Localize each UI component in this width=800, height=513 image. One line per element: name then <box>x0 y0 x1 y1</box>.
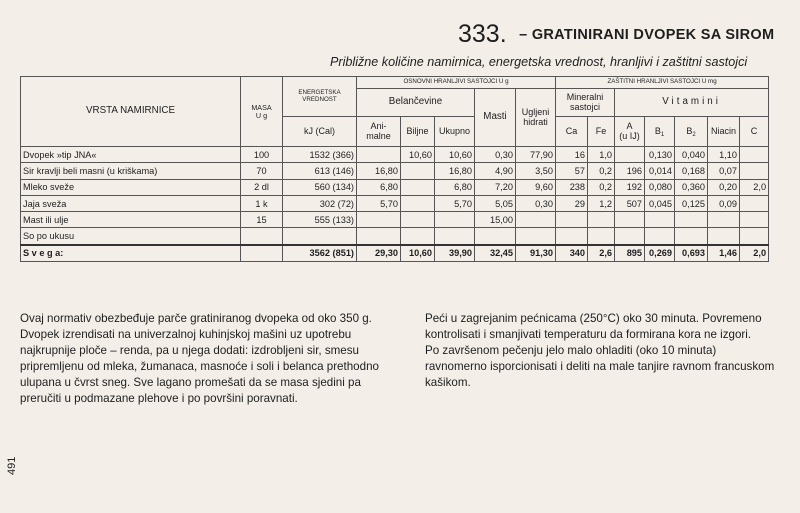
cell-ukupno: 5,70 <box>435 195 475 211</box>
cell-masa: 15 <box>241 212 283 228</box>
header-osnovni: OSNOVNI HRANLJIVI SASTOJCI U g <box>357 77 556 89</box>
header-animalne: Ani- malne <box>357 117 401 147</box>
cell-masa: 1 k <box>241 195 283 211</box>
cell-b2: 0,360 <box>675 179 708 195</box>
cell-b2: 0,693 <box>675 245 708 262</box>
cell-name: Sir kravlji beli masni (u kriškama) <box>21 163 241 179</box>
cell-masa <box>241 245 283 262</box>
recipe-number: 333. <box>458 20 507 48</box>
cell-energy: 555 (133) <box>283 212 357 228</box>
header-ukupno: Ukupno <box>435 117 475 147</box>
cell-fe: 2,6 <box>588 245 615 262</box>
cell-masti: 7,20 <box>475 179 516 195</box>
cell-masti: 15,00 <box>475 212 516 228</box>
cell-biljne <box>401 212 435 228</box>
cell-biljne: 10,60 <box>401 147 435 163</box>
header-ca: Ca <box>556 117 588 147</box>
cell-niacin: 0,09 <box>708 195 740 211</box>
cell-ca: 340 <box>556 245 588 262</box>
cell-name: S v e g a: <box>21 245 241 262</box>
cell-biljne <box>401 163 435 179</box>
cell-b2: 0,168 <box>675 163 708 179</box>
cell-ugljeni: 0,30 <box>516 195 556 211</box>
cell-ugljeni: 9,60 <box>516 179 556 195</box>
cell-ca: 57 <box>556 163 588 179</box>
cell-masti <box>475 228 516 245</box>
header-masa: MASA U g <box>241 77 283 147</box>
cell-name: Mleko sveže <box>21 179 241 195</box>
cell-ca: 238 <box>556 179 588 195</box>
cell-name: Jaja sveža <box>21 195 241 211</box>
header-vitamin-a: A (u IJ) <box>615 117 645 147</box>
cell-ani <box>357 228 401 245</box>
cell-c <box>740 163 769 179</box>
cell-niacin: 0,07 <box>708 163 740 179</box>
cell-b1: 0,014 <box>645 163 675 179</box>
cell-name: So po ukusu <box>21 228 241 245</box>
cell-masa: 2 dl <box>241 179 283 195</box>
cell-b2: 0,040 <box>675 147 708 163</box>
cell-c <box>740 147 769 163</box>
cell-biljne <box>401 228 435 245</box>
cell-ani: 5,70 <box>357 195 401 211</box>
cell-b1: 0,080 <box>645 179 675 195</box>
table-row <box>21 212 769 228</box>
cell-niacin <box>708 212 740 228</box>
header-belancevine: Belančevine <box>357 89 475 117</box>
cell-ugljeni: 91,30 <box>516 245 556 262</box>
ingredient-rows <box>21 147 769 262</box>
cell-biljne: 10,60 <box>401 245 435 262</box>
instructions-left <box>20 311 398 407</box>
cell-a <box>615 228 645 245</box>
cell-ugljeni: 77,90 <box>516 147 556 163</box>
cell-niacin <box>708 228 740 245</box>
cell-niacin: 1,10 <box>708 147 740 163</box>
cell-a <box>615 212 645 228</box>
instruction-paragraph: Peći u zagrejanim pećnicama (250°C) oko 30 minuta. Povremeno kontrolisati i smanjivati temperaturu da formirana kora ne izgori. <box>425 312 762 341</box>
cell-energy: 3562 (851) <box>283 245 357 262</box>
header-vrsta: VRSTA NAMIRNICE <box>21 77 241 147</box>
table-row <box>21 195 769 211</box>
cell-fe: 0,2 <box>588 179 615 195</box>
cell-a: 895 <box>615 245 645 262</box>
cell-energy: 560 (134) <box>283 179 357 195</box>
cell-ca: 29 <box>556 195 588 211</box>
cell-c: 2,0 <box>740 179 769 195</box>
cell-c: 2,0 <box>740 245 769 262</box>
cell-fe <box>588 212 615 228</box>
cell-b1: 0,269 <box>645 245 675 262</box>
cell-ukupno: 39,90 <box>435 245 475 262</box>
cell-ukupno <box>435 212 475 228</box>
page-number: 491 <box>6 456 18 475</box>
cell-ugljeni <box>516 212 556 228</box>
table-row <box>21 179 769 195</box>
instruction-paragraph: Dvopek izrendisati na univerzalnoj kuhinjskoj mašini uz upotrebu najkrupnije ploče – renda, pa u njega dodati: izdrobljeni sir, smesu pripremljenu od mleka, žumanaca, masnoće i soli i belanca prethodno ulupana u čvrst sneg. Sve lagano promešati da se masa sjedini pa preručiti u podmazane plehove i po površini poravnati. <box>20 328 379 405</box>
cell-c <box>740 228 769 245</box>
cell-b1 <box>645 228 675 245</box>
cell-masti: 5,05 <box>475 195 516 211</box>
cell-masti: 32,45 <box>475 245 516 262</box>
total-row <box>21 245 769 262</box>
instruction-paragraph: Po završenom pečenju jelo malo ohladiti (oko 10 minuta) ravnomerno isporcionisati i deliti na male tanjire ravnom francuskom kašikom. <box>425 344 775 389</box>
cell-c <box>740 195 769 211</box>
table-subtitle: Približne količine namirnica, energetska vrednost, hranljivi i zaštitni sastojci <box>330 55 748 69</box>
cell-energy: 1532 (366) <box>283 147 357 163</box>
header-masti: Masti <box>475 89 516 147</box>
cell-ukupno: 16,80 <box>435 163 475 179</box>
cell-ani: 16,80 <box>357 163 401 179</box>
instruction-paragraph: Ovaj normativ obezbeđuje parče gratiniranog dvopeka od oko 350 g. <box>20 312 372 325</box>
instructions-right <box>425 311 777 391</box>
table-row <box>21 228 769 245</box>
header-zastitni: ZAŠTITNI HRANLJIVI SASTOJCI U mg <box>556 77 769 89</box>
header-energetska: ENERGETSKA VREDNOST <box>283 77 357 117</box>
header-kj-cal: kJ (Cal) <box>283 117 357 147</box>
cell-ca: 16 <box>556 147 588 163</box>
cell-b1: 0,045 <box>645 195 675 211</box>
cell-ugljeni: 3,50 <box>516 163 556 179</box>
cell-masa: 100 <box>241 147 283 163</box>
cell-a: 507 <box>615 195 645 211</box>
table-row <box>21 147 769 163</box>
cell-biljne <box>401 179 435 195</box>
cell-name: Mast ili ulje <box>21 212 241 228</box>
cell-ugljeni <box>516 228 556 245</box>
cell-a <box>615 147 645 163</box>
header-niacin: Niacin <box>708 117 740 147</box>
cell-c <box>740 212 769 228</box>
recipe-name: – GRATINIRANI DVOPEK SA SIROM <box>519 26 775 43</box>
cell-fe: 1,2 <box>588 195 615 211</box>
cell-a: 196 <box>615 163 645 179</box>
cell-ani <box>357 147 401 163</box>
header-vitamin-b2: $B_2$ <box>675 117 708 147</box>
cell-b1: 0,130 <box>645 147 675 163</box>
header-ugljeni-hidrati: Ugljeni hidrati <box>516 89 556 147</box>
cell-niacin: 0,20 <box>708 179 740 195</box>
cell-masti: 0,30 <box>475 147 516 163</box>
cell-ani: 29,30 <box>357 245 401 262</box>
cell-ca <box>556 228 588 245</box>
cell-fe <box>588 228 615 245</box>
recipe-title <box>458 20 774 49</box>
header-fe: Fe <box>588 117 615 147</box>
cell-masa <box>241 228 283 245</box>
cell-fe: 1,0 <box>588 147 615 163</box>
cell-ca <box>556 212 588 228</box>
cell-b2: 0,125 <box>675 195 708 211</box>
cell-name: Dvopek »tip JNA« <box>21 147 241 163</box>
cell-niacin: 1,46 <box>708 245 740 262</box>
cell-energy <box>283 228 357 245</box>
header-biljne: Biljne <box>401 117 435 147</box>
cell-masti: 4,90 <box>475 163 516 179</box>
cell-energy: 613 (146) <box>283 163 357 179</box>
header-mineralni: Mineralni sastojci <box>556 89 615 117</box>
table-row <box>21 163 769 179</box>
cell-b1 <box>645 212 675 228</box>
nutrition-table <box>20 76 769 262</box>
cell-ukupno <box>435 228 475 245</box>
cell-energy: 302 (72) <box>283 195 357 211</box>
cell-a: 192 <box>615 179 645 195</box>
cell-b2 <box>675 228 708 245</box>
header-vitamin-b1: $B_1$ <box>645 117 675 147</box>
cell-b2 <box>675 212 708 228</box>
header-vitamin-c: C <box>740 117 769 147</box>
cell-ani <box>357 212 401 228</box>
cell-masa: 70 <box>241 163 283 179</box>
cell-fe: 0,2 <box>588 163 615 179</box>
cell-biljne <box>401 195 435 211</box>
cell-ani: 6,80 <box>357 179 401 195</box>
cell-ukupno: 10,60 <box>435 147 475 163</box>
header-vitamini: Vitamini <box>615 89 769 117</box>
cell-ukupno: 6,80 <box>435 179 475 195</box>
